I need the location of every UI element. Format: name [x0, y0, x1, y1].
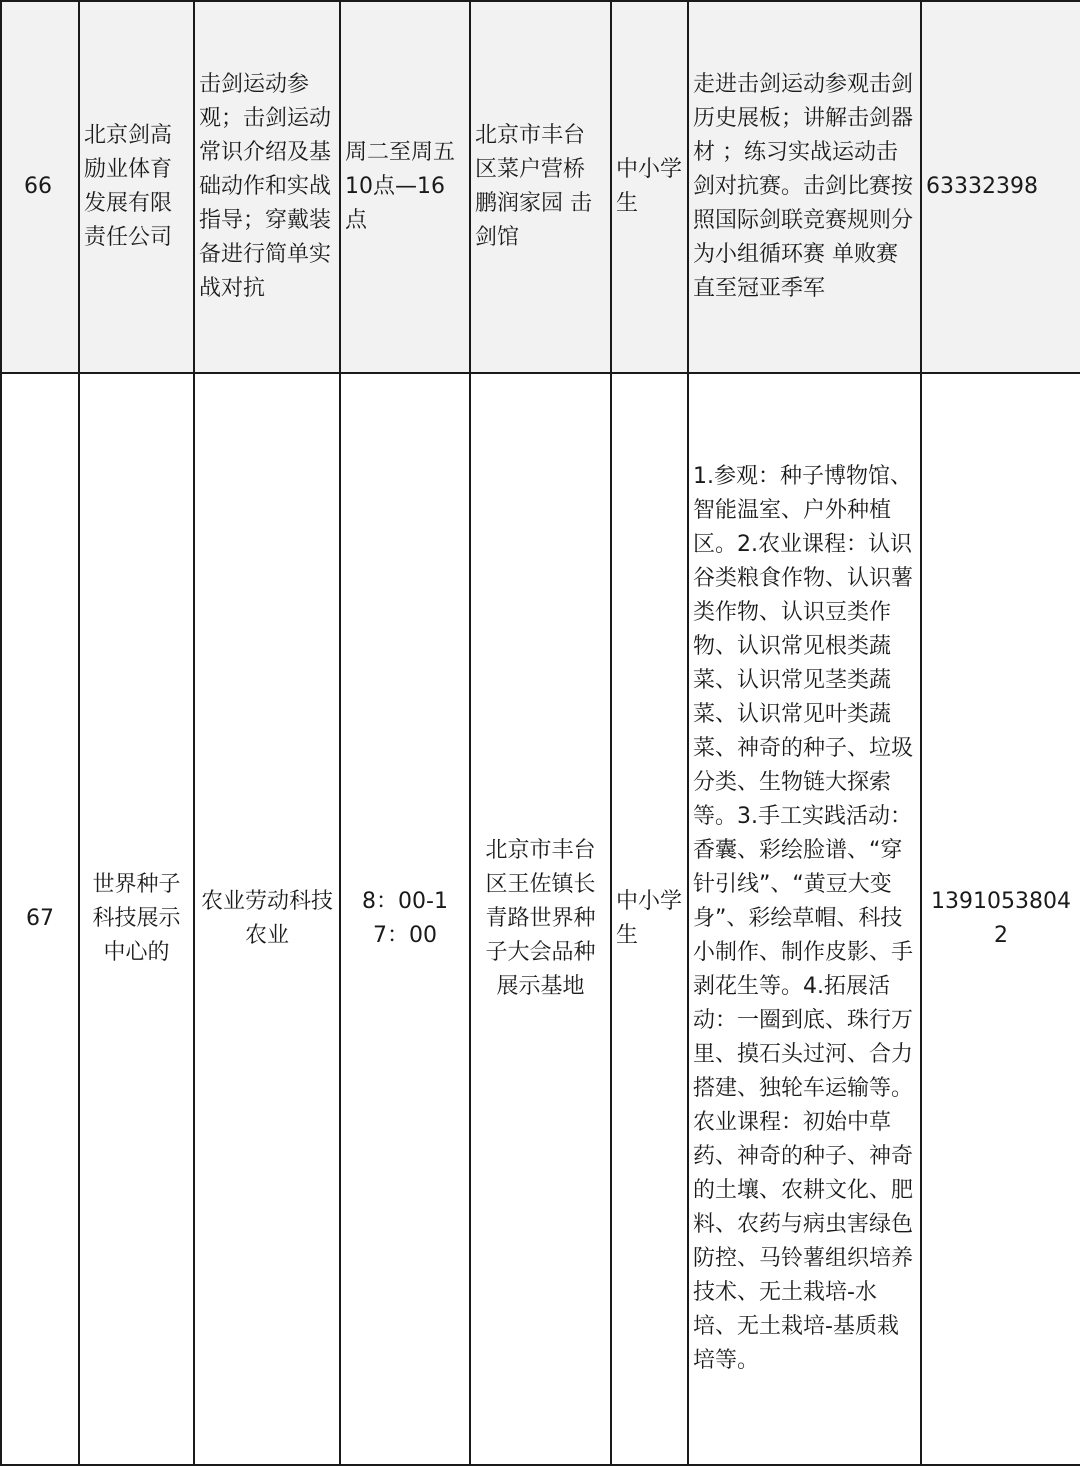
content-cell: 走进击剑运动参观击剑历史展板；讲解击剑器材 ；练习实战运动击剑对抗赛。击剑比赛按照国际剑联竞赛规则分为小组循环赛 单败赛直至冠亚季军: [688, 1, 921, 373]
time-cell: 8：00-17：00: [340, 373, 470, 1465]
address-cell: 北京市丰台区菜户营桥鹏润家园 击剑馆: [470, 1, 611, 373]
table-row: [1, 1, 1080, 373]
audience-cell: 中小学生: [611, 1, 688, 373]
row-number-cell: 66: [1, 1, 79, 373]
audience-cell: 中小学生: [611, 373, 688, 1465]
time-cell: 周二至周五10点—16点: [340, 1, 470, 373]
address-cell: 北京市丰台区王佐镇长青路世界种子大会品种展示基地: [470, 373, 611, 1465]
table-row: [1, 373, 1080, 1465]
organization-cell: 北京剑高励业体育发展有限责任公司: [79, 1, 194, 373]
phone-cell: 63332398: [921, 1, 1080, 373]
phone-cell: 13910538042: [921, 373, 1080, 1465]
course-cell: 击剑运动参观；击剑运动常识介绍及基础动作和实战指导；穿戴装备进行简单实战对抗: [194, 1, 340, 373]
row-number-cell: 67: [1, 373, 79, 1465]
content-cell: 1.参观：种子博物馆、智能温室、户外种植区。2.农业课程：认识谷类粮食作物、认识薯类作物、认识豆类作物、认识常见根类蔬菜、认识常见茎类蔬菜、认识常见叶类蔬菜、神奇的种子、垃圾分类、生物链大探索等。3.手工实践活动：香囊、彩绘脸谱、“穿针引线”、“黄豆大变身”、彩绘草帽、科技小制作、制作皮影、手剥花生等。4.拓展活动：一圈到底、珠行万里、摸石头过河、合力搭建、独轮车运输等。农业课程：初始中草药、神奇的种子、神奇的土壤、农耕文化、肥料、农药与病虫害绿色防控、马铃薯组织培养技术、无土栽培-水培、无土栽培-基质栽培等。: [688, 373, 921, 1465]
course-cell: 农业劳动科技农业: [194, 373, 340, 1465]
organization-cell: 世界种子科技展示中心的: [79, 373, 194, 1465]
